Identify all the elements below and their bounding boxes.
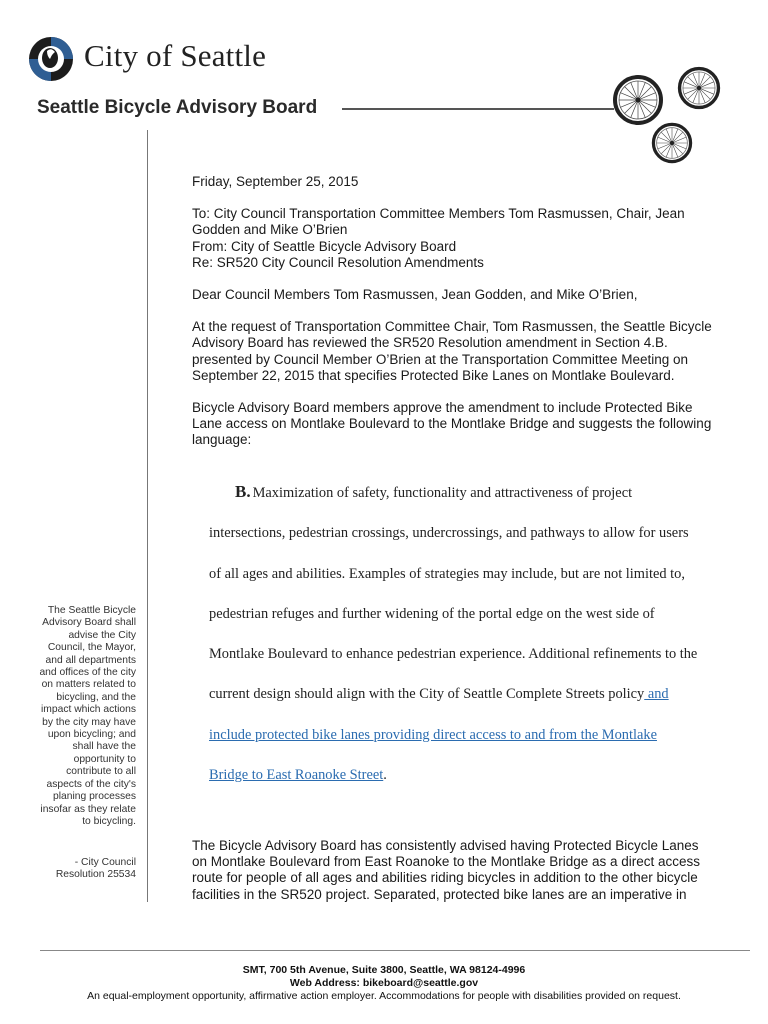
letter-date: Friday, September 25, 2015 <box>192 174 359 189</box>
footer-web: Web Address: bikeboard@seattle.gov <box>289 977 479 989</box>
to-line: To: City Council Transportation Committee Members Tom Rasmussen, Chair, Jean Godden and Mike O’Brien <box>192 206 685 238</box>
sidebar-quote: The Seattle Bicycle Advisory Board shall advise the City Council, the Mayor, and all departments and offices of the city on matters related to bicycling, and the impact which actions by the city may have upon bicycling; and shall have the opportunity to contribute to all aspects of the city's planing processes insofar as they relate to bicycling. <box>39 605 136 827</box>
from-line: From: City of Seattle Bicycle Advisory Board <box>192 238 457 254</box>
paragraph: The Bicycle Advisory Board has consistently advised having Protected Bicycle Lanes on Montlake Boulevard from East Roanoke to the Montlake Bridge as a direct access route for people of all ages and abilities riding bicycles in addition to the other bicycle facilities in the SR520 project. Separated, protected bike lanes are an imperative in <box>192 838 701 902</box>
sidebar-attribution: - City Council Resolution 25534 <box>55 857 136 881</box>
header-divider <box>342 108 614 110</box>
amendment-label: B. <box>235 482 251 501</box>
footer <box>0 964 768 1003</box>
footer-divider <box>40 950 750 951</box>
city-seal-logo-icon <box>28 36 74 82</box>
address-block <box>192 206 712 271</box>
re-line: Re: SR520 City Council Resolution Amendments <box>192 254 484 270</box>
bicycle-wheel-icon <box>612 74 664 126</box>
board-name: Seattle Bicycle Advisory Board <box>37 97 318 118</box>
footer-eeo: An equal-employment opportunity, affirmative action employer. Accommodations for people with disabilities provided on request. <box>87 990 681 1002</box>
bicycle-wheel-icon <box>677 66 721 110</box>
org-name: City of Seattle <box>84 38 267 73</box>
footer-address: SMT, 700 5th Avenue, Suite 3800, Seattle, WA 98124-4996 <box>242 964 526 976</box>
salutation: Dear Council Members Tom Rasmussen, Jean Godden, and Mike O’Brien, <box>192 287 638 303</box>
bicycle-wheel-icon <box>651 122 693 164</box>
amendment-body: Maximization of safety, functionality and attractiveness of project intersections, pedestrian crossings, undercrossings, and pathways to allow for users of all ages and abilities. Examples of strategies may include, but are not limited to, pedestrian refuges and further widening of the portal edge on the west side of Montlake Boulevard to enhance pedestrian experience. Additional refinements to the current design should align with the City of Seattle Complete Streets policy <box>209 485 698 703</box>
paragraph: Bicycle Advisory Board members approve the amendment to include Protected Bike Lane access on Montlake Boulevard to the Montlake Bridge and suggests the following language: <box>192 400 712 448</box>
paragraph: At the request of Transportation Committee Chair, Tom Rasmussen, the Seattle Bicycle Advisory Board has reviewed the SR520 Resolution amendment in Section 4.B. presented by Council Member O’Brien at the Transportation Committee Meeting on September 22, 2015 that specifies Protected Bike Lanes on Montlake Boulevard. <box>192 319 712 383</box>
amendment-text <box>209 472 699 795</box>
sidebar-divider <box>147 130 148 902</box>
amendment-end: . <box>383 767 387 784</box>
letter-body <box>192 174 712 449</box>
amendment-insertion: and include protected bike lanes providing direct access to and from the Montlake Bridge to East Roanoke Street <box>209 686 669 784</box>
